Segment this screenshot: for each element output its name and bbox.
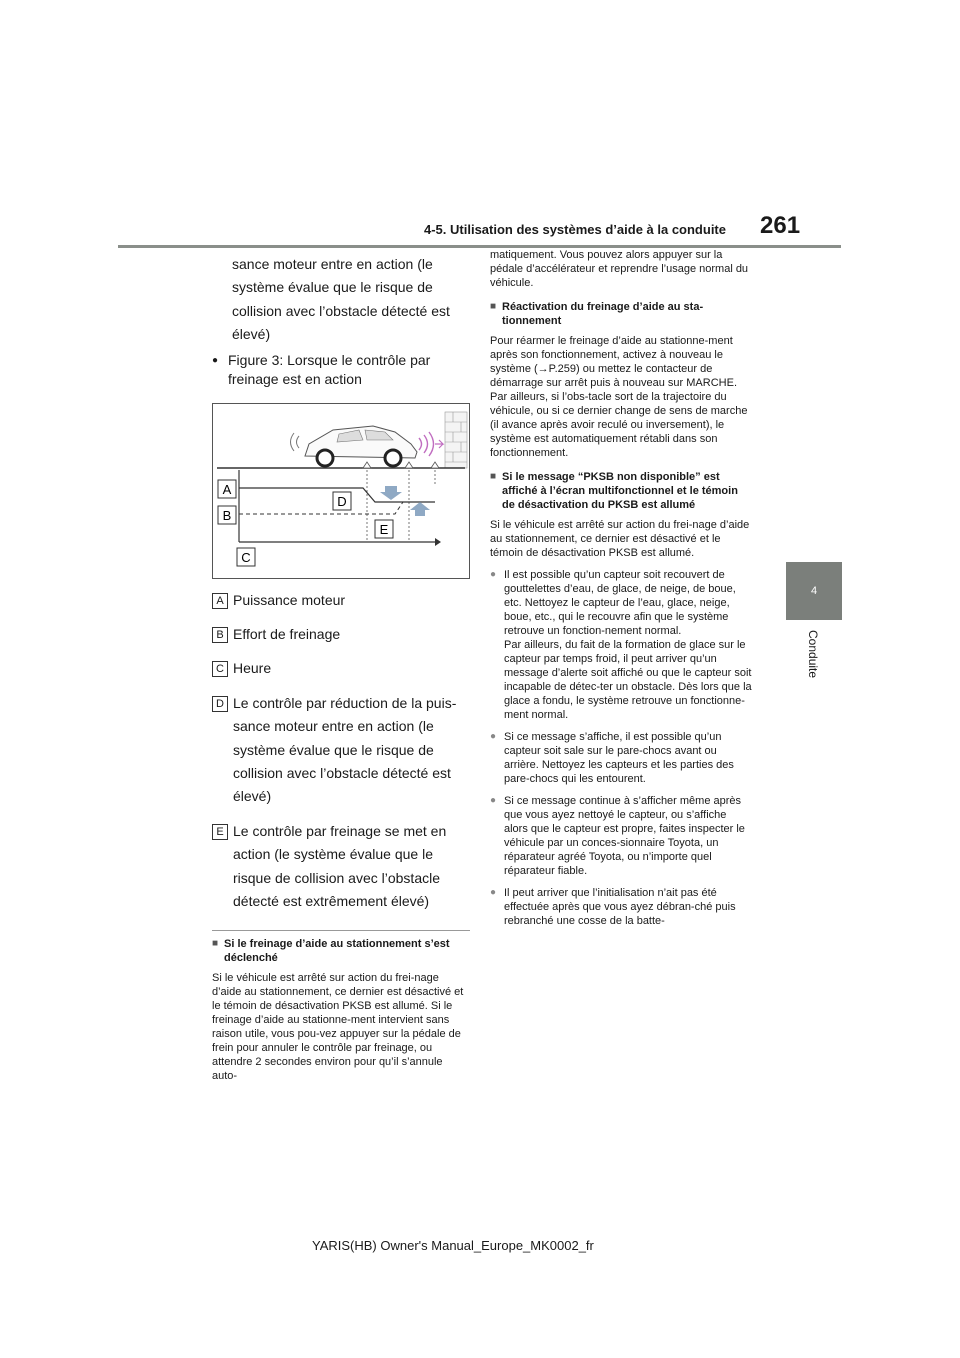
key-d-label: D — [337, 493, 347, 509]
legend-item-d — [212, 692, 470, 715]
key-e-label: E — [379, 521, 389, 537]
legend-item-e — [212, 820, 470, 843]
figure-caption: ● Figure 3: Lorsque le contrôle par freinage est en action — [212, 351, 470, 389]
chapter-label: Conduite — [806, 630, 820, 679]
section-divider — [212, 930, 470, 931]
section-heading: ■ Si le freinage d’aide au stationnement s’est déclenché — [212, 937, 470, 965]
legend-text: collision avec l’obstacle détecté est — [233, 765, 451, 782]
figure-key-d — [333, 492, 351, 510]
list-item: ● Si ce message continue à s’afficher même après que vous ayez nettoyé le capteur, ou s’affiche alors que le capteur est propre, faites inspecter le véhicule par un conces-sionnaire Toyota, un réparateur agréé Toyota, ou n’importe quel réparateur fiable. — [490, 794, 752, 878]
legend-item-c — [212, 657, 470, 680]
section-heading: ■ Si le message “PKSB non disponible” est affiché à l’écran multifonctionnel et le témoin de désactivation du PKSB est allumé — [490, 470, 752, 512]
key-b-label: B — [222, 507, 232, 523]
intro-line: système évalue que le risque de — [232, 279, 433, 296]
intro-line: élevé) — [232, 326, 271, 343]
footer-text: YARIS(HB) Owner's Manual_Europe_MK0002_fr — [312, 1238, 594, 1253]
figure-key-c — [237, 548, 255, 566]
legend-text: Heure — [233, 660, 272, 677]
section-paragraph: Pour réarmer le freinage d’aide au stationne-ment après son fonctionnement, activez à nouveau le système (→P.259) ou mettez le contacteur de démarrage sur arrêt puis à nouveau sur MARCHE. Par ailleurs, si l’obs-tacle sort de la trajectoire du véhicule, ou si ce dernier change de sens de marche (il avance après avoir reculé ou inversement), le système est automatiquement rétabli dans son fonctionnement. — [490, 335, 748, 459]
brick-wall-icon — [445, 412, 467, 468]
section-title: 4-5. Utilisation des systèmes d’aide à la conduite — [424, 222, 726, 237]
intro-line: collision avec l’obstacle détecté est — [232, 302, 450, 319]
right-column — [490, 248, 752, 928]
legend-text: sance moteur entre en action (le — [233, 718, 434, 735]
braking-arrow-icon — [410, 502, 430, 516]
legend-key: C — [212, 661, 228, 677]
intro-line: sance moteur entre en action (le — [232, 256, 433, 272]
reduction-arrow-icon — [380, 486, 402, 500]
figure-key-b — [218, 506, 236, 524]
key-a-label: A — [222, 481, 232, 497]
intro-text — [212, 253, 470, 347]
time-axis-arrow — [435, 538, 441, 546]
list-item-continuation: Par ailleurs, du fait de la formation de glace sur le capteur par temps froid, il peut arriver qu’un message d’alerte soit affiché ou que le capteur soit incapable de détec-ter un obstacle. Dès lors que la glace a fondu, le système retrouve un fonctionne-ment normal. — [504, 639, 752, 721]
chapter-tab[interactable]: 4 — [786, 562, 842, 620]
legend-key: A — [212, 593, 228, 609]
left-column — [212, 253, 470, 1083]
legend-item-b — [212, 623, 470, 646]
page-number: 261 — [760, 212, 801, 239]
figure-key-e — [375, 520, 393, 538]
legend-text: système évalue que le risque de — [233, 741, 434, 758]
legend-text: Le contrôle par freinage se met en — [233, 822, 447, 839]
section-paragraph: Si le véhicule est arrêté sur action du frei-nage d’aide au stationnement, ce dernier est désactivé et le témoin de désactivation PKSB est allumé. — [490, 519, 750, 559]
section-paragraph: Si le véhicule est arrêté sur action du frei-nage d’aide au stationnement, ce dernier est désactivé et le témoin de désactivation PKSB est allumé. Si le freinage d’aide au stationne-ment intervient sans raison utile, vous pou-vez appuyer sur la pédale de frein pour annuler le contrôle par freinage, ou attendre 2 secondes environ pour qu’il s’annule auto- — [212, 971, 464, 1082]
continued-paragraph: matiquement. Vous pouvez alors appuyer sur la pédale d’accélérateur et reprendre l’usage normal du véhicule. — [490, 249, 749, 289]
figure-key-a — [218, 480, 236, 498]
legend-text: action (le système évalue que le — [233, 846, 433, 863]
legend-text: élevé) — [233, 788, 272, 805]
legend-text: Puissance moteur — [233, 591, 346, 608]
legend-key: B — [212, 627, 228, 643]
section-heading: ■ Réactivation du freinage d’aide au sta-tionnement — [490, 300, 752, 328]
diagram-svg — [213, 404, 469, 578]
braking-diagram — [212, 403, 470, 579]
legend-text: Effort de freinage — [233, 626, 341, 643]
list-item: ● Il peut arriver que l’initialisation n’ait pas été effectuée après que vous ayez débran-ché puis rebranché une cosse de la batte- — [490, 886, 752, 928]
legend-item-a — [212, 589, 470, 612]
legend-key: D — [212, 696, 228, 712]
legend-text: détecté est extrêmement élevé) — [233, 893, 430, 910]
list-item: ● Si ce message s’affiche, il est possible qu’un capteur soit sale sur le pare-chocs avant ou arrière. Nettoyez les capteurs et les parties des pare-chocs qui les entourent. — [490, 730, 752, 786]
car-icon — [305, 426, 417, 466]
legend-text: risque de collision avec l’obstacle — [233, 869, 440, 886]
key-c-label: C — [241, 549, 251, 565]
legend-key: E — [212, 824, 228, 840]
legend-text: Le contrôle par réduction de la puis- — [233, 694, 457, 711]
list-item: ● Il est possible qu’un capteur soit recouvert de gouttelettes d’eau, de glace, de neige, de boue, etc. Nettoyez le capteur de l’eau, glace, neige, boue, etc., qui le recouvre afin que le système retrouve un fonction-nement normal. — [490, 568, 752, 638]
